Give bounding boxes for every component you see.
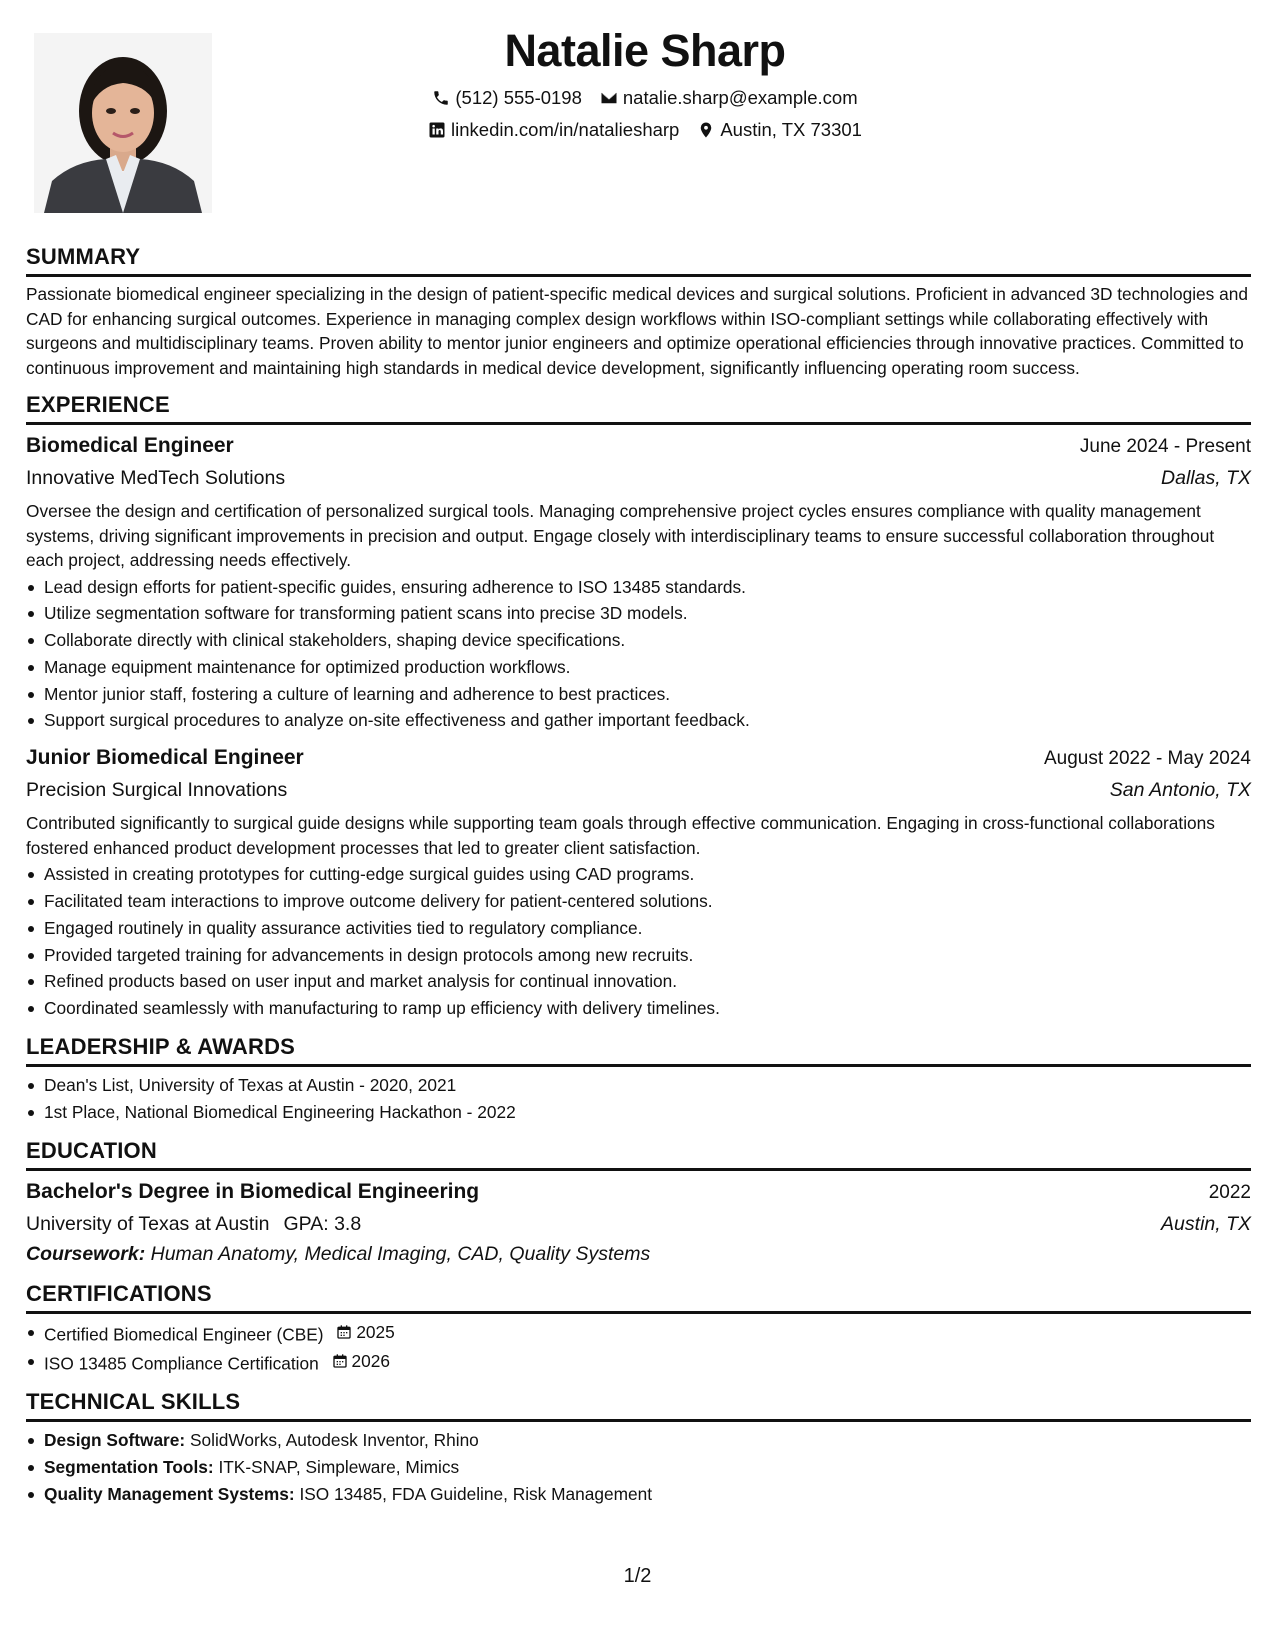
section-divider: [26, 274, 1251, 277]
experience-section: [26, 390, 1251, 1022]
section-title: LEADERSHIP & AWARDS: [26, 1034, 296, 1060]
job-location: San Antonio, TX: [1109, 779, 1251, 802]
bullet-item: Mentor junior staff, fostering a culture of learning and adherence to best practices.: [26, 681, 1251, 708]
phone-text: (512) 555-0198: [455, 87, 582, 108]
bullet-item: Engaged routinely in quality assurance activities tied to regulatory compliance.: [26, 915, 1251, 942]
bullet-item: Lead design efforts for patient-specific guides, ensuring adherence to ISO 13485 standards.: [26, 574, 1251, 601]
coursework-list: Human Anatomy, Medical Imaging, CAD, Quality Systems: [150, 1242, 651, 1265]
phone-icon: [432, 89, 450, 107]
contact-line-2: [300, 116, 990, 144]
section-title: TECHNICAL SKILLS: [26, 1389, 241, 1415]
location-text: Austin, TX 73301: [720, 119, 862, 140]
certification-date: [332, 1348, 390, 1375]
skill-value: SolidWorks, Autodesk Inventor, Rhino: [189, 1430, 479, 1451]
email-text: natalie.sharp@example.com: [622, 87, 858, 108]
summary-section: [26, 242, 1251, 380]
location-contact: [697, 116, 862, 144]
certification-date: [336, 1319, 394, 1346]
profile-photo: [34, 33, 212, 213]
page-number: 1/2: [623, 1565, 652, 1587]
section-title: EXPERIENCE: [26, 392, 170, 417]
bullet-item: Facilitated team interactions to improve outcome delivery for patient-centered solutions.: [26, 888, 1251, 915]
skill-label: Design Software:: [44, 1430, 186, 1451]
linkedin-icon: [428, 121, 446, 139]
school-name: University of Texas at Austin: [26, 1212, 270, 1235]
job-description: Oversee the design and certification of personalized surgical tools. Managing comprehensive project cycles ensures compliance with quality management systems, driving significant improvements in precision and output. Engage closely with interdisciplinary teams to ensure successful collaboration throughout each project, addressing needs effectively.: [26, 501, 1215, 570]
bullet-item: Collaborate directly with clinical stakeholders, shaping device specifications.: [26, 627, 1251, 654]
bullet-item: Support surgical procedures to analyze on-site effectiveness and gather important feedback.: [26, 707, 1251, 734]
school-location: Austin, TX: [1161, 1212, 1251, 1235]
certification-name: Certified Biomedical Engineer (CBE): [44, 1324, 324, 1345]
section-divider: [26, 1064, 1251, 1067]
bullet-item: Manage equipment maintenance for optimized production workflows.: [26, 654, 1251, 681]
certification-item: [26, 1319, 1251, 1348]
skill-item: [26, 1427, 1251, 1454]
job-company: Precision Surgical Innovations: [26, 779, 288, 802]
education-subheader: [26, 1209, 1251, 1239]
job-description: Contributed significantly to surgical guide designs while supporting team goals through effective communication. Engaging in cross-functional collaborations fostered enhanced product development processes that led to greater client satisfaction.: [26, 813, 1215, 858]
gpa: GPA: 3.8: [283, 1212, 362, 1235]
skill-label: Quality Management Systems:: [44, 1483, 295, 1504]
calendar-icon: [332, 1353, 348, 1369]
section-divider: [26, 422, 1251, 425]
skill-item: [26, 1481, 1251, 1508]
job-subheader: [26, 463, 1251, 493]
award-item: Dean's List, University of Texas at Austin - 2020, 2021: [26, 1072, 1251, 1099]
portrait-illustration: [34, 33, 212, 213]
coursework: [26, 1239, 1251, 1269]
bullet-item: Refined products based on user input and market analysis for continual innovation.: [26, 968, 1251, 995]
certification-name: ISO 13485 Compliance Certification: [44, 1353, 319, 1374]
school-info: [26, 1209, 361, 1239]
education-section: [26, 1136, 1251, 1269]
skills-section: [26, 1387, 1251, 1507]
email-contact[interactable]: [600, 84, 858, 112]
linkedin-contact[interactable]: [428, 116, 679, 144]
resume-body: [26, 242, 1251, 1517]
section-title: EDUCATION: [26, 1137, 157, 1163]
job-title: Biomedical Engineer: [26, 434, 234, 457]
resume-header: [300, 22, 990, 144]
section-divider: [26, 1311, 1251, 1314]
awards-list: [26, 1072, 1251, 1126]
skills-list: [26, 1427, 1251, 1507]
envelope-icon: [600, 89, 618, 107]
job-date: June 2024 - Present: [1079, 436, 1251, 457]
job-location: Dallas, TX: [1161, 467, 1251, 489]
graduation-year: 2022: [1208, 1181, 1251, 1203]
certifications-list: [26, 1319, 1251, 1377]
phone-contact[interactable]: [432, 84, 582, 112]
job-title: Junior Biomedical Engineer: [26, 746, 304, 770]
bullet-item: Utilize segmentation software for transforming patient scans into precise 3D models.: [26, 600, 1251, 627]
job-bullets: [26, 861, 1251, 1022]
certification-year: 2025: [356, 1321, 395, 1342]
bullet-item: Coordinated seamlessly with manufacturing to ramp up efficiency with delivery timelines.: [26, 995, 1251, 1022]
summary-text: Passionate biomedical engineer specializing in the design of patient-specific medical devices and surgical solutions. Proficient in advanced 3D technologies and CAD for enhancing surgical outcomes. Experience in managing complex design workflows within ISO-compliant settings while collaborating effectively with surgeons and multidisciplinary teams. Proven ability to mentor junior engineers and optimize operational efficiencies through innovative practices. Committed to continuous improvement and maintaining high standards in medical device development, significantly influencing operating room success.: [26, 284, 1248, 378]
leadership-section: [26, 1032, 1251, 1126]
linkedin-text: linkedin.com/in/nataliesharp: [451, 119, 680, 140]
certification-year: 2026: [351, 1350, 390, 1371]
certification-item: [26, 1348, 1251, 1377]
job-entry: [26, 742, 1251, 1022]
job-entry: [26, 430, 1251, 734]
section-divider: [26, 1168, 1251, 1171]
coursework-label: Coursework:: [26, 1242, 146, 1265]
certifications-section: [26, 1279, 1251, 1377]
job-header: [26, 430, 1251, 463]
award-item: 1st Place, National Biomedical Engineering Hackathon - 2022: [26, 1099, 1251, 1126]
section-title: SUMMARY: [26, 244, 141, 269]
job-header: [26, 742, 1251, 775]
bullet-item: Provided targeted training for advancements in design protocols among new recruits.: [26, 942, 1251, 969]
contact-line-1: [300, 84, 990, 112]
candidate-name: Natalie Sharp: [504, 25, 786, 76]
skill-label: Segmentation Tools:: [44, 1456, 214, 1477]
education-header: [26, 1176, 1251, 1209]
map-pin-icon: [697, 121, 715, 139]
degree-title: Bachelor's Degree in Biomedical Engineering: [26, 1179, 480, 1203]
section-divider: [26, 1419, 1251, 1422]
job-date: August 2022 - May 2024: [1043, 748, 1251, 770]
bullet-item: Assisted in creating prototypes for cutting-edge surgical guides using CAD programs.: [26, 861, 1251, 888]
job-company: Innovative MedTech Solutions: [26, 467, 286, 489]
skill-value: ISO 13485, FDA Guideline, Risk Management: [299, 1483, 652, 1504]
skill-value: ITK-SNAP, Simpleware, Mimics: [218, 1456, 460, 1477]
job-subheader: [26, 775, 1251, 805]
section-title: CERTIFICATIONS: [26, 1280, 212, 1306]
calendar-icon: [336, 1324, 352, 1340]
skill-item: [26, 1454, 1251, 1481]
job-bullets: [26, 574, 1251, 735]
